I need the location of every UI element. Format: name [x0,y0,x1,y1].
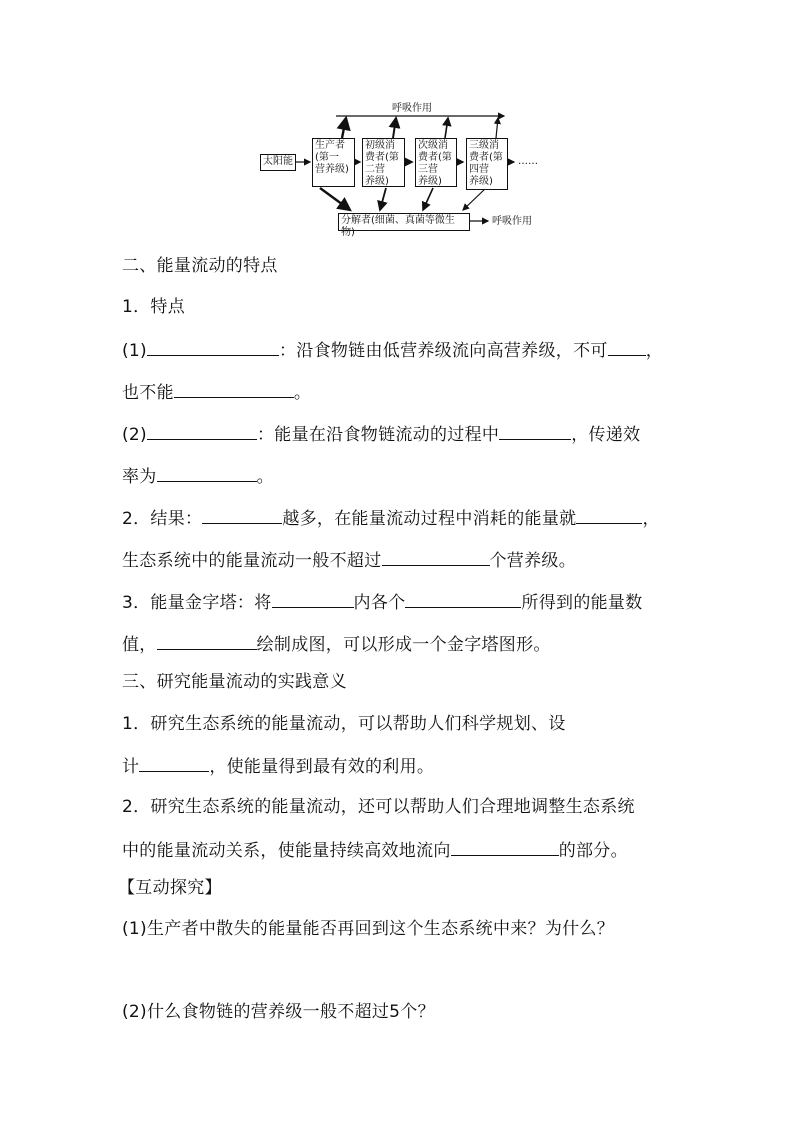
primary-line-4: 养级) [365,176,389,187]
respiration-top-label: 呼吸作用 [392,103,432,114]
section2-heading: 二、能量流动的特点 [122,256,278,276]
tertiary-line-4: 养级) [469,176,493,187]
interactive-heading: 【互动探究】 [118,878,222,898]
tertiary-line-1: 三级消 [469,140,499,151]
practice-2b-line [122,837,628,863]
blank-6[interactable] [157,463,257,482]
pyramid-mid-1: 内各个 [353,593,406,613]
primary-line-2: 费者(第 [365,152,399,163]
blank-14[interactable] [451,837,559,856]
result-2-line [122,547,576,573]
practice-2a-line: 2．研究生态系统的能量流动，还可以帮助人们合理地调整生态系统 [122,797,635,817]
practice-1a-line: 1．研究生态系统的能量流动，可以帮助人们科学规划、设 [122,714,566,734]
producer-line-3: 营养级) [315,164,349,175]
result-end: ， [642,509,660,529]
blank-4[interactable] [147,421,257,440]
sun-label: 太阳能 [263,156,293,167]
secondary-consumer-box [415,138,457,187]
feature-2b-end: 。 [256,467,274,487]
practice-2b-end: 的部分。 [558,841,628,861]
practice-1b-prefix: 计 [122,757,140,777]
feature-2-line [122,421,640,447]
feature-1b-line [122,379,311,405]
result-line [122,505,660,531]
feature-2-prefix: (2) [122,425,147,445]
producer-line-1: 生产者 [315,140,345,151]
tertiary-consumer-box [466,138,508,190]
blank-12[interactable] [157,631,257,650]
ellipsis-label: …… [518,156,538,167]
blank-2[interactable] [608,337,646,356]
feature-2-end: ，传递效 [571,425,641,445]
primary-line-3: 二营 [365,164,385,175]
feature-1-line [122,337,663,363]
secondary-line-2: 费者(第 [418,152,452,163]
blank-13[interactable] [139,753,209,772]
decomposer-label: 分解者(细菌、真菌等微生物) [341,215,455,238]
secondary-line-4: 养级) [418,176,442,187]
blank-9[interactable] [382,547,490,566]
pyramid-2-end: 绘制成图，可以形成一个金字塔图形。 [256,635,551,655]
secondary-line-1: 次级消 [418,140,448,151]
feature-1-end: ， [645,341,663,361]
result-text: 越多，在能量流动过程中消耗的能量就 [282,509,577,529]
primary-line-1: 初级消 [365,140,395,151]
result-2-prefix: 生态系统中的能量流动一般不超过 [122,551,382,571]
blank-1[interactable] [147,337,279,356]
blank-10[interactable] [272,589,354,608]
pyramid-mid-2: 所得到的能量数 [521,593,643,613]
decomposer-box [338,213,470,238]
energy-flow-diagram [258,100,548,238]
feature-2b-line [122,463,274,489]
producer-line-2: (第一 [315,152,339,163]
feature-1b-prefix: 也不能 [122,383,174,403]
blank-7[interactable] [202,505,282,524]
primary-consumer-box [362,138,405,187]
features-heading: 1．特点 [122,297,186,317]
tertiary-line-2: 费者(第 [469,152,503,163]
pyramid-2-prefix: 值， [122,635,157,655]
practice-1b-line [122,753,434,779]
feature-1-text: ：沿食物链由低营养级流向高营养级，不可 [278,341,608,361]
question-1: (1)生产者中散失的能量能否再回到这个生态系统中来？为什么？ [122,919,615,939]
tertiary-line-3: 四营 [469,164,489,175]
practice-2b-prefix: 中的能量流动关系，使能量持续高效地流向 [122,841,451,861]
producer-box [312,138,355,187]
result-2-end: 个营养级。 [489,551,576,571]
blank-3[interactable] [174,379,294,398]
pyramid-2-line [122,631,551,657]
secondary-line-3: 三营 [418,164,438,175]
result-prefix: 2．结果： [122,509,203,529]
practice-1b-end: ，使能量得到最有效的利用。 [209,757,435,777]
question-2: (2)什么食物链的营养级一般不超过5个？ [122,1002,435,1022]
blank-5[interactable] [499,421,571,440]
feature-2b-prefix: 率为 [122,467,157,487]
feature-1b-end: 。 [293,383,312,403]
feature-2-text: ：能量在沿食物链流动的过程中 [256,425,500,445]
sun-box [260,154,296,171]
section3-heading: 三、研究能量流动的实践意义 [122,672,347,692]
blank-8[interactable] [576,505,642,524]
pyramid-prefix: 3．能量金字塔：将 [122,593,272,613]
respiration-right-label: 呼吸作用 [492,216,532,227]
feature-1-prefix: (1) [122,341,147,361]
blank-11[interactable] [405,589,521,608]
pyramid-line [122,589,643,615]
